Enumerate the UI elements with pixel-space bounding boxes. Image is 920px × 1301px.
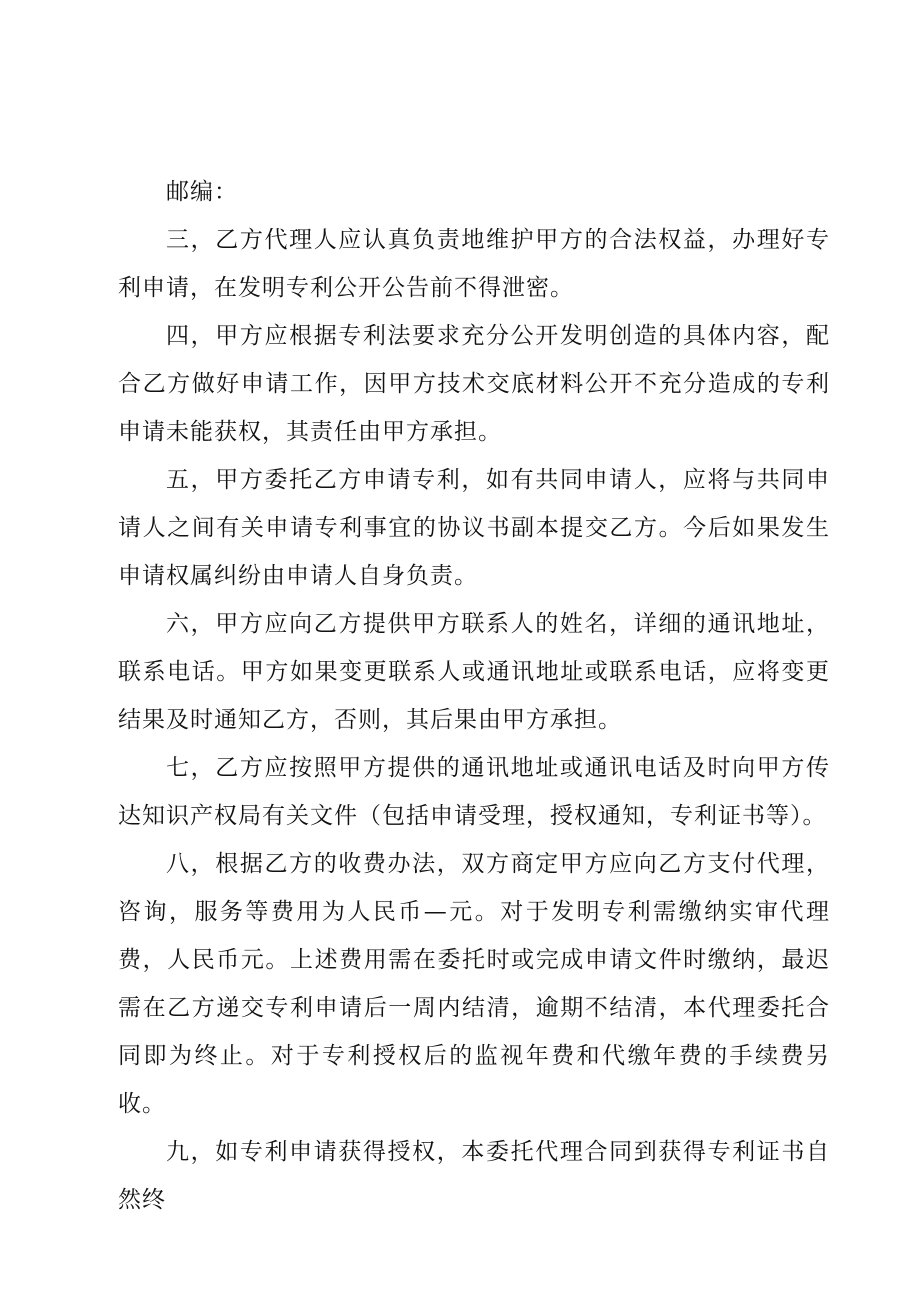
clause-8: 八，根据乙方的收费办法，双方商定甲方应向乙方支付代理，咨询，服务等费用为人民币—元。对于发明专利需缴纳实审代理费，人民币元。上述费用需在委托时或完成申请文件时缴纳，最迟需在乙方递交专利申请后一周内结清，逾期不结清，本代理委托合同即为终止。对于专利授权后的监视年费和代缴年费的手续费另收。 [118,851,830,1117]
document-body [118,168,830,1224]
clause-9: 九，如专利申请获得授权，本委托代理合同到获得专利证书自然终 [118,1139,830,1213]
clause-6: 六，甲方应向乙方提供甲方联系人的姓名，详细的通讯地址，联系电话。甲方如果变更联系人或通讯地址或联系电话，应将变更结果及时通知乙方，否则，其后果由甲方承担。 [118,611,830,733]
clause-5: 五，甲方委托乙方申请专利，如有共同申请人，应将与共同申请人之间有关申请专利事宜的协议书副本提交乙方。今后如果发生申请权属纠纷由申请人自身负责。 [118,467,830,589]
clause-3: 三，乙方代理人应认真负责地维护甲方的合法权益，办理好专利申请，在发明专利公开公告前不得泄密。 [118,227,830,301]
clause-4: 四，甲方应根据专利法要求充分公开发明创造的具体内容，配合乙方做好申请工作，因甲方技术交底材料公开不充分造成的专利申请未能获权，其责任由甲方承担。 [118,323,830,445]
clause-7: 七，乙方应按照甲方提供的通讯地址或通讯电话及时向甲方传达知识产权局有关文件（包括申请受理，授权通知，专利证书等）。 [118,755,830,829]
postcode-line: 邮编： [166,179,238,205]
